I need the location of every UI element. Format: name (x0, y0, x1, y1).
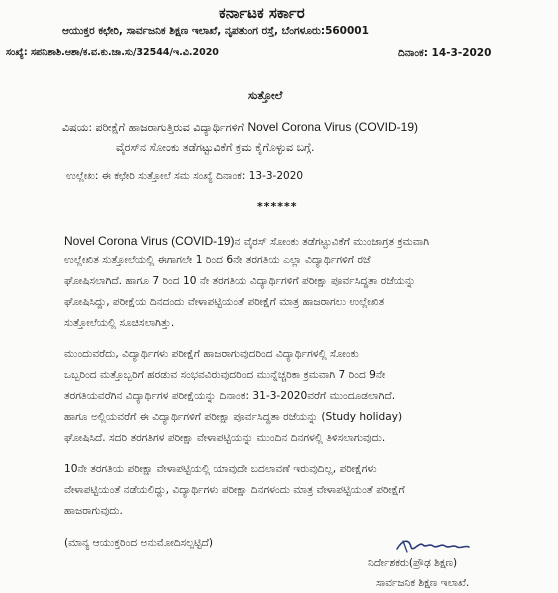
subject-line-2: ವೈರಸ್‌ನ ಸೋಂಕು ತಡೆಗಟ್ಟುವಿಕೆಗೆ ಕ್ರಮ ಕೈಗೊಳ್ಳುವ ಬಗ್ಗೆ. (116, 141, 315, 154)
handwritten-signature-icon (393, 535, 473, 557)
circular-heading: ಸುತ್ತೋಲೆ (248, 89, 283, 102)
paragraph-3-line-1: 10ನೇ ತರಗತಿಯ ಪರೀಕ್ಷಾ ವೇಳಾಪಟ್ಟಿಯಲ್ಲಿ ಯಾವುದೇ ಬದಲಾವಣೆ ಇರುವುದಿಲ್ಲ, ಪರೀಕ್ಷೆಗಳು (64, 463, 377, 475)
separator-stars: ****** (257, 200, 298, 213)
signatory-designation: ನಿರ್ದೇಶಕರು(ಪ್ರೌಢ ಶಿಕ್ಷಣ) (368, 557, 458, 569)
subject-line-1 (62, 120, 418, 135)
paragraph-1-line-1 (64, 234, 429, 249)
virus-name: Novel Corona Virus (COVID-19) (64, 234, 235, 248)
approval-note: (ಮಾನ್ಯ ಆಯುಕ್ತರಿಂದ ಅನುಮೋದಿಸಲ್ಪಟ್ಟಿದೆ) (64, 537, 214, 549)
paragraph-1-line-1-text: ನ ವೈರಸ್ ಸೋಂಕು ತಡೆಗಟ್ಟುವಿಕೆಗೆ ಮುಂಜಾಗ್ರತ ಕ್ರಮವಾಗಿ (234, 236, 430, 248)
paragraph-3-line-2: ವೇಳಾಪಟ್ಟಿಯಂತೆ ನಡೆಯಲಿದ್ದು, ವಿದ್ಯಾರ್ಥಿಗಳು ಪರೀಕ್ಷಾ ದಿನಗಳಂದು ಮಾತ್ರ ವೇಳಾಪಟ್ಟಿಯಂತೆ ಪರೀಕ್ಷೆಗೆ (64, 484, 405, 496)
issue-date: ದಿನಾಂಕ: 14-3-2020 (398, 47, 492, 59)
reference-number: ಸಂಖ್ಯೆ: ಸಪನಿಶಾಶಿ.ಆಶಾ/ಕ.ವ.ಕು.ಜಾ.ಸು/32544/ಇ.ವಿ.2020 (6, 47, 219, 58)
paragraph-2-line-4: ಹಾಗೂ ಅಲ್ಲಿಯವರೆಗೆ ಈ ವಿದ್ಯಾರ್ಥಿಗಳಿಗೆ ಪರೀಕ್ಷಾ ಪೂರ್ವಸಿದ್ಧತಾ ರಜೆಯನ್ನು (Study holiday) (64, 411, 403, 423)
signatory-department: ಸಾರ್ವಜನಿಕ ಶಿಕ್ಷಣ ಇಲಾಖೆ. (376, 577, 470, 589)
paragraph-1-line-4: ಘೋಷಿಸಿದ್ದು, ಪರೀಕ್ಷೆಯ ದಿನದಂದು ವೇಳಾಪಟ್ಟಿಯಂತೆ ಪರೀಕ್ಷೆಗೆ ಮಾತ್ರ ಹಾಜರಾಗಲು ಉಲ್ಲೇಖಿತ (64, 296, 385, 308)
subject-virus-name: Novel Corona Virus (COVID-19) (247, 120, 419, 134)
government-title: ಕರ್ನಾಟಕ ಸರ್ಕಾರ (219, 4, 305, 22)
subject-prefix: ವಿಷಯ: ಪರೀಕ್ಷೆಗೆ ಹಾಜರಾಗುತ್ತಿರುವ ವಿದ್ಯಾರ್ಥಿಗಳಿಗೆ (62, 121, 248, 134)
reference-line: ಉಲ್ಲೇಖ: ಈ ಕಛೇರಿ ಸುತ್ತೋಲೆ ಸಮ ಸಂಖ್ಯೆ ದಿನಾಂಕ: 13-3-2020 (66, 170, 304, 182)
office-address: ಆಯುಕ್ತರ ಕಛೇರಿ, ಸಾರ್ವಜನಿಕ ಶಿಕ್ಷಣ ಇಲಾಖೆ, ನೃಪತುಂಗ ರಸ್ತೆ, ಬೆಂಗಳೂರು:560001 (62, 25, 369, 37)
paragraph-1-line-3: ಘೋಷಿಸಲಾಗಿದೆ. ಹಾಗೂ 7 ರಿಂದ 10 ನೇ ತರಗತಿಯ ವಿದ್ಯಾರ್ಥಿಗಳಿಗೆ ಪರೀಕ್ಷಾ ಪೂರ್ವಸಿದ್ಧತಾ ರಜೆಯನ್ನು (64, 275, 416, 287)
signature-mark (393, 535, 473, 557)
paragraph-2-line-5: ಘೋಷಿಸಿದೆ. ಸದರಿ ತರಗತಿಗಳ ಪರೀಕ್ಷಾ ವೇಳಾಪಟ್ಟಿಯನ್ನು ಮುಂದಿನ ದಿನಗಳಲ್ಲಿ ತಿಳಿಸಲಾಗುವುದು. (64, 432, 386, 444)
paragraph-1-line-2: ಉಲ್ಲೇಖಿತ ಸುತ್ತೋಲೆಯಲ್ಲಿ ಈಗಾಗಲೇ 1 ರಿಂದ 6ನೇ ತರಗತಿಯ ಎಲ್ಲಾ ವಿದ್ಯಾರ್ಥಿಗಳಿಗೆ ರಜೆ (64, 254, 371, 266)
paragraph-3-line-3: ಹಾಜರಾಗುವುದು. (64, 505, 123, 517)
paragraph-2-line-2: ಒಬ್ಬರಿಂದ ಮತ್ತೊಬ್ಬರಿಗೆ ಹರಡುವ ಸಂಭವವಿರುವುದರಿಂದ ಮುನ್ನೆಚ್ಚರಿಕಾ ಕ್ರಮವಾಗಿ 7 ರಿಂದ 9ನೇ (64, 369, 386, 381)
paragraph-1-line-5: ಸುತ್ತೋಲೆಯಲ್ಲಿ ಸೂಚಿಸಲಾಗಿತ್ತು. (64, 317, 175, 329)
paragraph-2-line-3: ತರಗತಿಯವರೆಗಿನ ವಿದ್ಯಾರ್ಥಿಗಳ ಪರೀಕ್ಷೆಯನ್ನು ದಿನಾಂಕ: 31-3-2020ವರೆಗೆ ಮುಂದೂಡಲಾಗಿದೆ. (64, 390, 396, 402)
paragraph-2-line-1: ಮುಂದುವರೆದು, ವಿದ್ಯಾರ್ಥಿಗಳು ಪರೀಕ್ಷೆಗೆ ಹಾಜರಾಗುವುದರಿಂದ ವಿದ್ಯಾರ್ಥಿಗಳಲ್ಲಿ ಸೋಂಕು (64, 348, 359, 360)
